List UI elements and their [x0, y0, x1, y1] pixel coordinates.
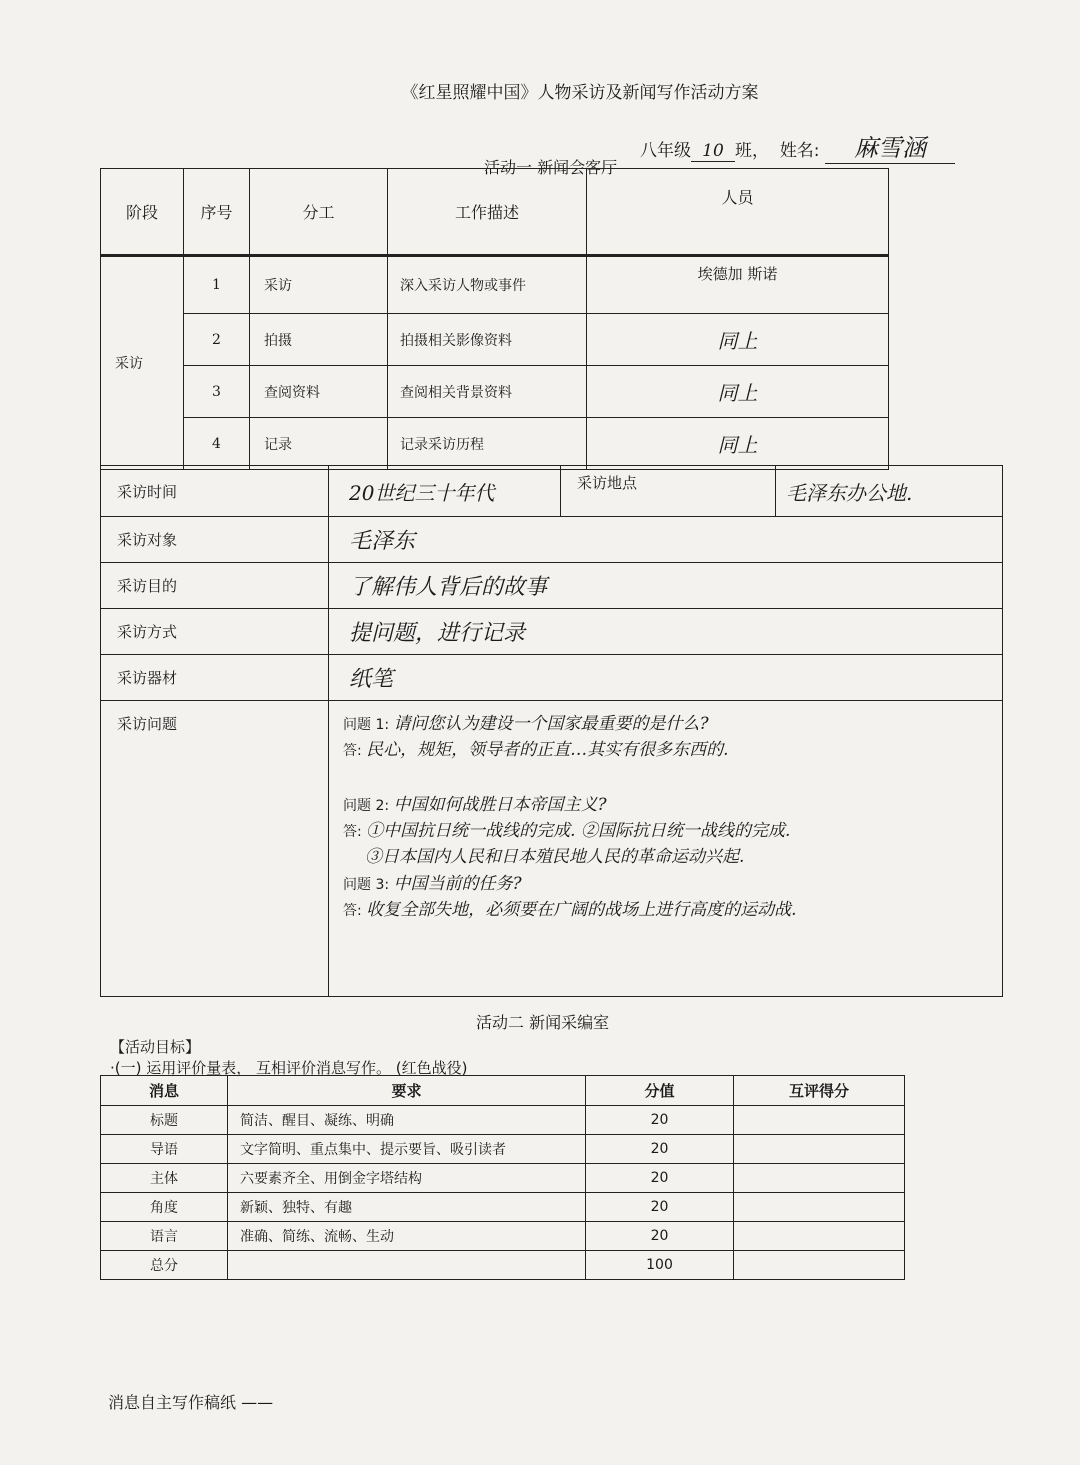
activity1-title: 活动一 新闻会客厅 — [484, 158, 618, 177]
table-row — [101, 314, 889, 366]
table-row — [101, 655, 1003, 701]
table-header-row — [101, 169, 889, 256]
time-label: 采访时间 — [101, 466, 329, 517]
row-description: 记录采访历程 — [388, 418, 587, 470]
row-person: 同上 — [587, 366, 889, 418]
question-3: 问题 3: 中国当前的任务? — [343, 873, 522, 894]
table-row — [101, 1193, 905, 1222]
tools-value: 纸笔 — [329, 655, 1003, 701]
activity2-title: 活动二 新闻采编室 — [476, 1013, 610, 1032]
question-2: 问题 2: 中国如何战胜日本帝国主义? — [343, 794, 607, 815]
item-cell: 语言 — [101, 1222, 228, 1251]
place-value: 毛泽东办公地. — [776, 466, 1003, 517]
footer-caption: 消息自主写作稿纸 —— — [108, 1393, 274, 1412]
item-cell: 主体 — [101, 1164, 228, 1193]
activity1-table — [100, 168, 889, 470]
goal-heading: 【活动目标】 — [110, 1038, 201, 1056]
purpose-value: 了解伟人背后的故事 — [329, 563, 1003, 609]
peer-score-cell[interactable] — [734, 1251, 905, 1280]
student-name: 麻雪涵 — [825, 128, 955, 164]
purpose-label: 采访目的 — [101, 563, 329, 609]
goal-line: ·(一) 运用评价量表， 互相评价消息写作。 (红色战役) — [110, 1059, 468, 1077]
activity-goals — [110, 1037, 467, 1079]
page-title: 《红星照耀中国》人物采访及新闻写作活动方案 — [401, 83, 759, 103]
row-role: 采访 — [250, 256, 388, 314]
answer-3: 答: 收复全部失地，必须要在广阔的战场上进行高度的运动战. — [343, 900, 797, 921]
column-header: 分工 — [250, 169, 388, 256]
table-row — [101, 466, 1003, 517]
row-role: 记录 — [250, 418, 388, 470]
score-cell: 20 — [586, 1164, 734, 1193]
class-suffix: 班， — [735, 141, 769, 161]
peer-score-cell[interactable] — [734, 1135, 905, 1164]
item-cell: 导语 — [101, 1135, 228, 1164]
evaluation-table — [100, 1075, 905, 1280]
row-description: 查阅相关背景资料 — [388, 366, 587, 418]
column-header: 序号 — [184, 169, 250, 256]
requirement-cell — [228, 1251, 586, 1280]
table-row — [101, 701, 1003, 997]
row-role: 查阅资料 — [250, 366, 388, 418]
item-cell: 标题 — [101, 1106, 228, 1135]
row-number: 1 — [184, 256, 250, 314]
tools-label: 采访器材 — [101, 655, 329, 701]
peer-score-cell[interactable] — [734, 1193, 905, 1222]
column-header: 分值 — [586, 1076, 734, 1106]
table-row — [101, 256, 889, 314]
column-header: 互评得分 — [734, 1076, 905, 1106]
item-cell: 总分 — [101, 1251, 228, 1280]
table-row — [101, 1222, 905, 1251]
peer-score-cell[interactable] — [734, 1164, 905, 1193]
column-header: 人员 — [587, 169, 889, 256]
answer-2-continued: ③日本国内人民和日本殖民地人民的革命运动兴起. — [365, 847, 745, 868]
table-row — [101, 609, 1003, 655]
row-person: 同上 — [587, 314, 889, 366]
questions-cell — [329, 701, 1003, 997]
requirement-cell: 文字简明、重点集中、提示要旨、吸引读者 — [228, 1135, 586, 1164]
row-person: 同上 — [587, 418, 889, 470]
table-row — [101, 517, 1003, 563]
requirement-cell: 准确、简练、流畅、生动 — [228, 1222, 586, 1251]
stage-cell: 采访 — [101, 256, 184, 470]
column-header: 消息 — [101, 1076, 228, 1106]
column-header: 要求 — [228, 1076, 586, 1106]
table-row — [101, 1251, 905, 1280]
row-number: 2 — [184, 314, 250, 366]
row-description: 拍摄相关影像资料 — [388, 314, 587, 366]
questions-label: 采访问题 — [101, 701, 329, 997]
score-cell: 20 — [586, 1193, 734, 1222]
class-number: 10 — [691, 141, 735, 162]
target-value: 毛泽东 — [329, 517, 1003, 563]
column-header: 阶段 — [101, 169, 184, 256]
row-person: 埃德加 斯诺 — [587, 256, 889, 314]
peer-score-cell[interactable] — [734, 1222, 905, 1251]
row-number: 3 — [184, 366, 250, 418]
question-1: 问题 1: 请问您认为建设一个国家最重要的是什么? — [343, 714, 709, 734]
grade-label: 八年级 — [640, 141, 691, 161]
score-cell: 20 — [586, 1222, 734, 1251]
table-row — [101, 1106, 905, 1135]
method-value: 提问题，进行记录 — [329, 609, 1003, 655]
row-description: 深入采访人物或事件 — [388, 256, 587, 314]
requirement-cell: 新颖、独特、有趣 — [228, 1193, 586, 1222]
answer-2: 答: ①中国抗日统一战线的完成. ②国际抗日统一战线的完成. — [343, 821, 791, 842]
time-value: 20世纪三十年代 — [329, 466, 561, 517]
table-row — [101, 563, 1003, 609]
item-cell: 角度 — [101, 1193, 228, 1222]
interview-table — [100, 465, 1003, 997]
class-name-line — [640, 128, 955, 164]
requirement-cell: 简洁、醒目、凝练、明确 — [228, 1106, 586, 1135]
name-label: 姓名: — [779, 141, 820, 161]
score-cell: 100 — [586, 1251, 734, 1280]
table-row — [101, 1164, 905, 1193]
peer-score-cell[interactable] — [734, 1106, 905, 1135]
requirement-cell: 六要素齐全、用倒金字塔结构 — [228, 1164, 586, 1193]
method-label: 采访方式 — [101, 609, 329, 655]
place-label: 采访地点 — [561, 466, 776, 517]
table-row — [101, 418, 889, 470]
table-header-row — [101, 1076, 905, 1106]
row-number: 4 — [184, 418, 250, 470]
table-row — [101, 366, 889, 418]
answer-1: 答: 民心，规矩，领导者的正直…其实有很多东西的. — [343, 740, 729, 761]
score-cell: 20 — [586, 1135, 734, 1164]
row-role: 拍摄 — [250, 314, 388, 366]
table-row — [101, 1135, 905, 1164]
column-header: 工作描述 — [388, 169, 587, 256]
score-cell: 20 — [586, 1106, 734, 1135]
target-label: 采访对象 — [101, 517, 329, 563]
